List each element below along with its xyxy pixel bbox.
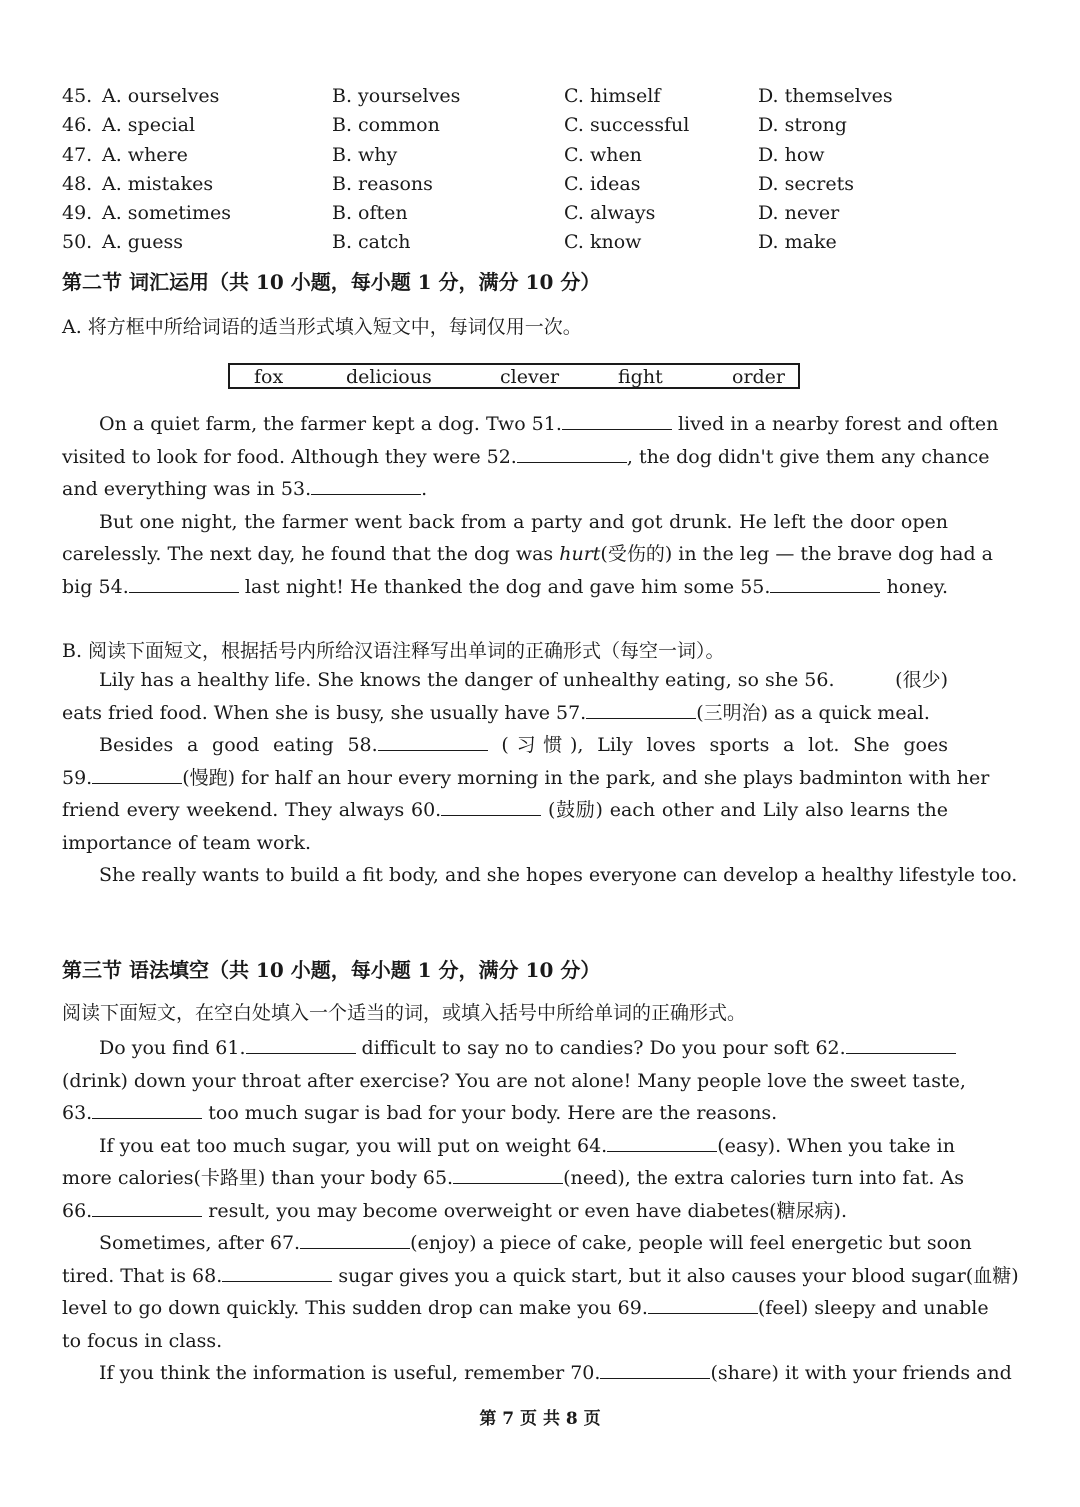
- word-box-item: fox: [254, 366, 284, 388]
- option-c: C. ideas: [564, 172, 641, 195]
- option-d: D. secrets: [758, 172, 854, 195]
- option-row: [62, 111, 1022, 140]
- answer-blank-60[interactable]: [441, 796, 541, 816]
- passage-line: tired. That is 68. sugar gives you a quick start, but it also causes your blood sugar(血糖): [62, 1260, 948, 1293]
- passage-line: carelessly. The next day, he found that the dog was hurt(受伤的) in the leg — the brave dog had a: [62, 543, 994, 565]
- option-c: C. himself: [564, 85, 661, 107]
- answer-blank-57[interactable]: [586, 699, 696, 719]
- answer-blank-68[interactable]: [222, 1262, 332, 1282]
- section2-heading: 第二节 词汇运用（共 10 小题，每小题 1 分，满分 10 分）: [62, 270, 601, 294]
- option-a: A. guess: [102, 231, 183, 254]
- passage-line: She really wants to build a fit body, and she hopes everyone can develop a healthy lifestyle too.: [99, 864, 1018, 886]
- passage-line: 63. too much sugar is bad for your body. Here are the reasons.: [62, 1097, 948, 1130]
- passage-line: On a quiet farm, the farmer kept a dog. Two 51. lived in a nearby forest and often: [62, 408, 948, 441]
- word-box-item: order: [732, 366, 786, 388]
- answer-blank-65[interactable]: [453, 1164, 563, 1184]
- passage-line: If you eat too much sugar, you will put on weight 64. (easy). When you take in: [62, 1130, 948, 1163]
- option-row: [62, 170, 1022, 199]
- answer-blank-54[interactable]: [129, 573, 239, 593]
- word-box-item: clever: [500, 366, 560, 388]
- option-b: B. reasons: [332, 172, 433, 195]
- passage-line: Sometimes, after 67. (enjoy) a piece of cake, people will feel energetic but soon: [62, 1227, 948, 1260]
- answer-blank-53[interactable]: [311, 475, 421, 495]
- option-d: D. how: [758, 143, 825, 166]
- answer-blank-64[interactable]: [607, 1132, 717, 1152]
- word-box-item: delicious: [346, 366, 432, 388]
- passage-line: level to go down quickly. This sudden drop can make you 69. (feel) sleepy and unable: [62, 1292, 948, 1325]
- part-b-instruction: B. 阅读下面短文，根据括号内所给汉语注释写出单词的正确形式（每空一词）。: [62, 640, 725, 662]
- option-a: A. where: [102, 143, 188, 166]
- word-box: [228, 363, 800, 389]
- part-a-instruction: A. 将方框中所给词语的适当形式填入短文中，每词仅用一次。: [62, 316, 582, 338]
- option-c: C. when: [564, 143, 642, 166]
- answer-blank-69[interactable]: [648, 1294, 758, 1314]
- answer-blank-63[interactable]: [92, 1099, 202, 1119]
- option-d: D. themselves: [758, 85, 893, 107]
- question-number: 47.: [62, 143, 93, 166]
- answer-blank-70[interactable]: [600, 1359, 710, 1379]
- passage-line: 59. (慢跑) for half an hour every morning in the park, and she plays badminton with her: [62, 762, 948, 795]
- option-d: D. make: [758, 231, 837, 254]
- question-number: 45.: [62, 85, 93, 107]
- answer-blank-62[interactable]: [846, 1034, 956, 1054]
- option-row: [62, 228, 1022, 257]
- answer-blank-67[interactable]: [300, 1229, 410, 1249]
- answer-options: [62, 82, 1022, 258]
- passage-b: [62, 664, 1018, 892]
- option-row: [62, 199, 1022, 228]
- section3-instruction: 阅读下面短文，在空白处填入一个适当的词，或填入括号中所给单词的正确形式。: [62, 1002, 747, 1024]
- answer-blank-59[interactable]: [92, 764, 182, 784]
- passage-line: 66. result, you may become overweight or even have diabetes(糖尿病).: [62, 1195, 948, 1228]
- question-number: 46.: [62, 114, 93, 137]
- passage-line: eats fried food. When she is busy, she usually have 57. (三明治) as a quick meal.: [62, 697, 948, 730]
- passage-line: But one night, the farmer went back from a party and got drunk. He left the door open: [99, 510, 948, 533]
- option-c: C. always: [564, 202, 656, 225]
- option-a: A. mistakes: [102, 172, 214, 195]
- option-b: B. common: [332, 114, 440, 137]
- answer-blank-55[interactable]: [770, 573, 880, 593]
- option-c: C. successful: [564, 114, 690, 137]
- option-row: [62, 82, 1022, 111]
- passage-line: If you think the information is useful, remember 70. (share) it with your friends and: [62, 1357, 948, 1390]
- option-b: B. why: [332, 143, 398, 166]
- passage-line: big 54. last night! He thanked the dog and gave him some 55. honey.: [62, 571, 948, 604]
- passage-line: to focus in class.: [62, 1329, 223, 1352]
- option-row: [62, 141, 1022, 170]
- answer-blank-61[interactable]: [246, 1034, 356, 1054]
- option-d: D. never: [758, 202, 840, 225]
- option-a: A. special: [102, 114, 196, 137]
- answer-blank-58[interactable]: [378, 731, 488, 751]
- passage-a: [62, 408, 999, 603]
- passage-line: friend every weekend. They always 60. (鼓励) each other and Lily also learns the: [62, 794, 948, 827]
- grammar-passage: [62, 1032, 1019, 1390]
- option-a: A. sometimes: [102, 202, 231, 225]
- passage-line: Lily has a healthy life. She knows the danger of unhealthy eating, so she 56. (很少): [62, 664, 948, 697]
- question-number: 49.: [62, 202, 93, 225]
- hint-56: (很少): [895, 669, 948, 691]
- answer-blank-66[interactable]: [92, 1197, 202, 1217]
- passage-line: Do you find 61. difficult to say no to candies? Do you pour soft 62.: [62, 1032, 948, 1065]
- option-b: B. often: [332, 202, 408, 225]
- option-a: A. ourselves: [102, 85, 220, 107]
- word-box-item: fight: [618, 366, 663, 388]
- option-c: C. know: [564, 231, 642, 254]
- question-number: 48.: [62, 172, 93, 195]
- answer-blank-51[interactable]: [562, 410, 672, 430]
- passage-line: more calories(卡路里) than your body 65. (need), the extra calories turn into fat. As: [62, 1162, 948, 1195]
- passage-line: (drink) down your throat after exercise? You are not alone! Many people love the sweet taste,: [62, 1069, 966, 1092]
- option-b: B. catch: [332, 231, 411, 254]
- passage-line: importance of team work.: [62, 831, 312, 854]
- answer-blank-52[interactable]: [517, 443, 627, 463]
- passage-line: visited to look for food. Although they were 52. , the dog didn't give them any chance: [62, 441, 948, 474]
- passage-line: and everything was in 53. .: [62, 473, 948, 506]
- page-footer: 第 7 页 共 8 页: [479, 1409, 601, 1429]
- passage-line: Besides a good eating 58. (习惯), Lily loves sports a lot. She goes: [62, 729, 948, 762]
- section3-heading: 第三节 语法填空（共 10 小题，每小题 1 分，满分 10 分）: [62, 958, 601, 982]
- question-number: 50.: [62, 231, 93, 254]
- option-b: B. yourselves: [332, 85, 461, 107]
- option-d: D. strong: [758, 114, 847, 137]
